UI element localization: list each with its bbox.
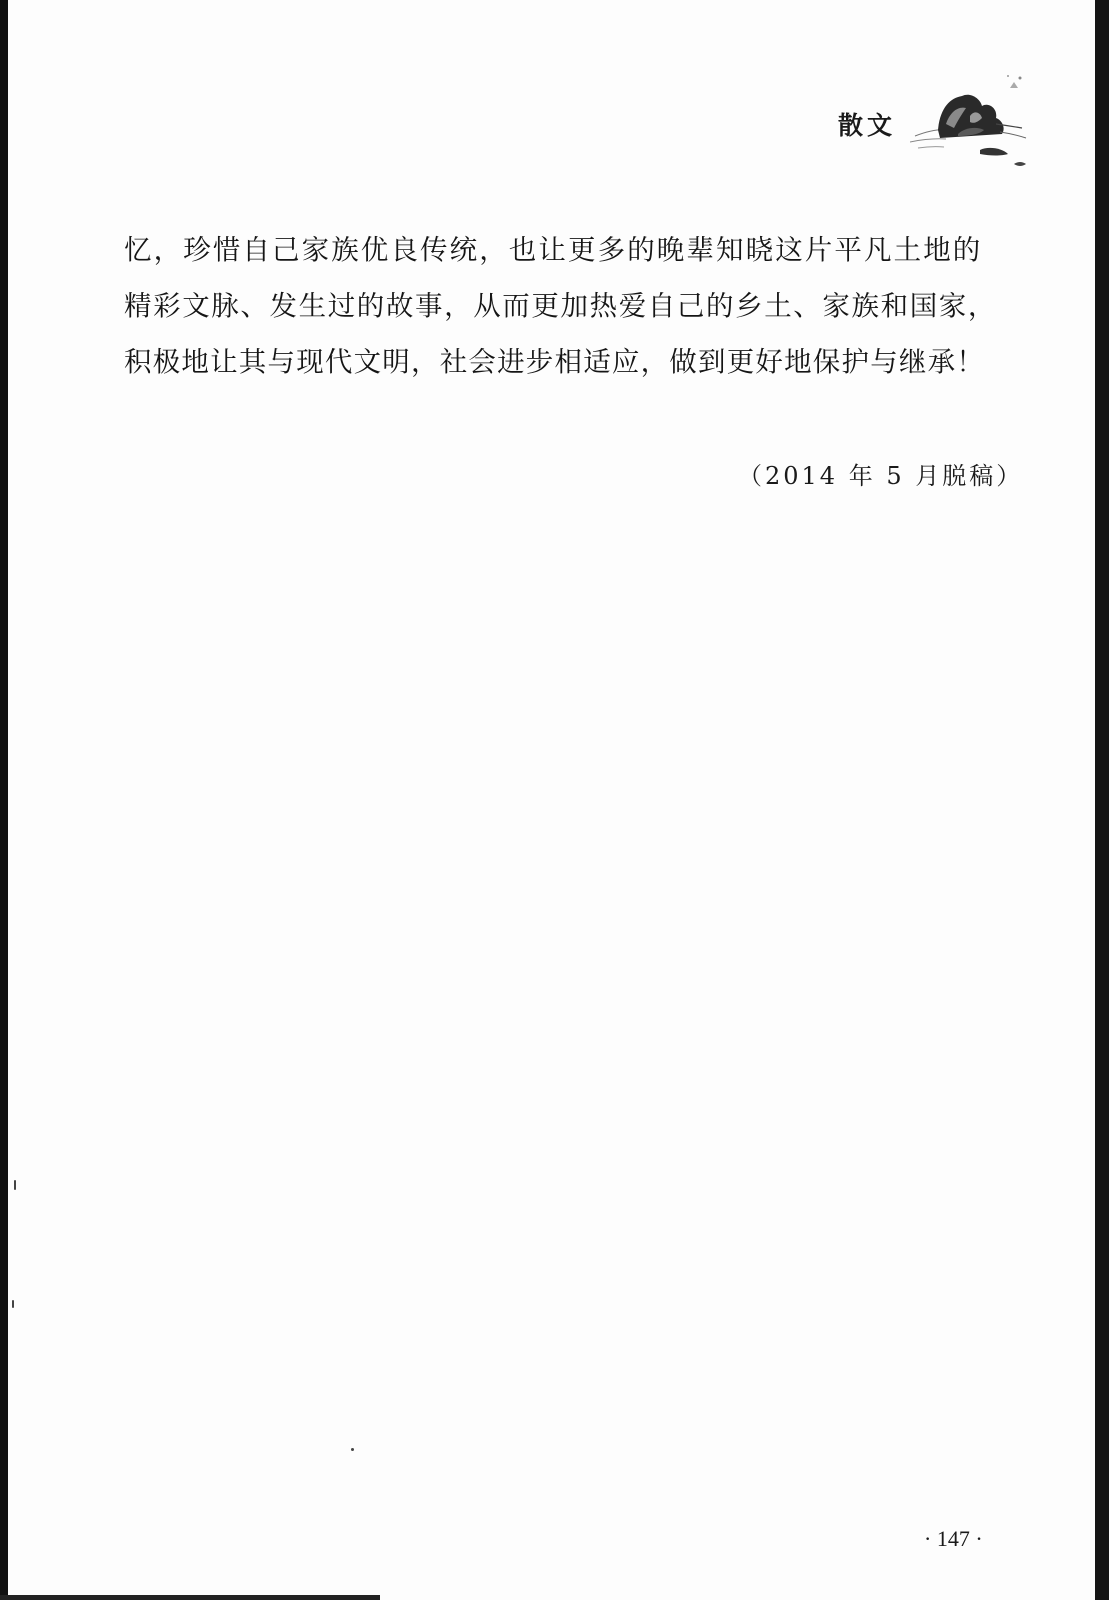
body-line-2: 精彩文脉、发生过的故事，从而更加热爱自己的乡土、家族和国家， (124, 290, 997, 322)
scan-speck (351, 1448, 354, 1451)
scan-edge-left (0, 0, 8, 1600)
page-number: · 147 · (924, 1526, 983, 1551)
scan-edge-bottom (0, 1595, 380, 1600)
body-paragraph (124, 222, 1024, 390)
scan-speck (14, 1180, 16, 1190)
scan-speck (12, 1300, 14, 1308)
body-line-3: 积极地让其与现代文明，社会进步相适应，做到更好地保护与继承！ (124, 346, 985, 378)
landscape-ink-painting-icon (910, 68, 1030, 178)
body-line-1: 忆，珍惜自己家族优良传统，也让更多的晚辈知晓这片平凡土地的 (124, 234, 983, 266)
running-header-section-label: 散文 (838, 111, 897, 140)
scan-edge-right (1095, 0, 1109, 1600)
manuscript-date-note: （2014 年 5 月脱稿） (738, 462, 1024, 490)
